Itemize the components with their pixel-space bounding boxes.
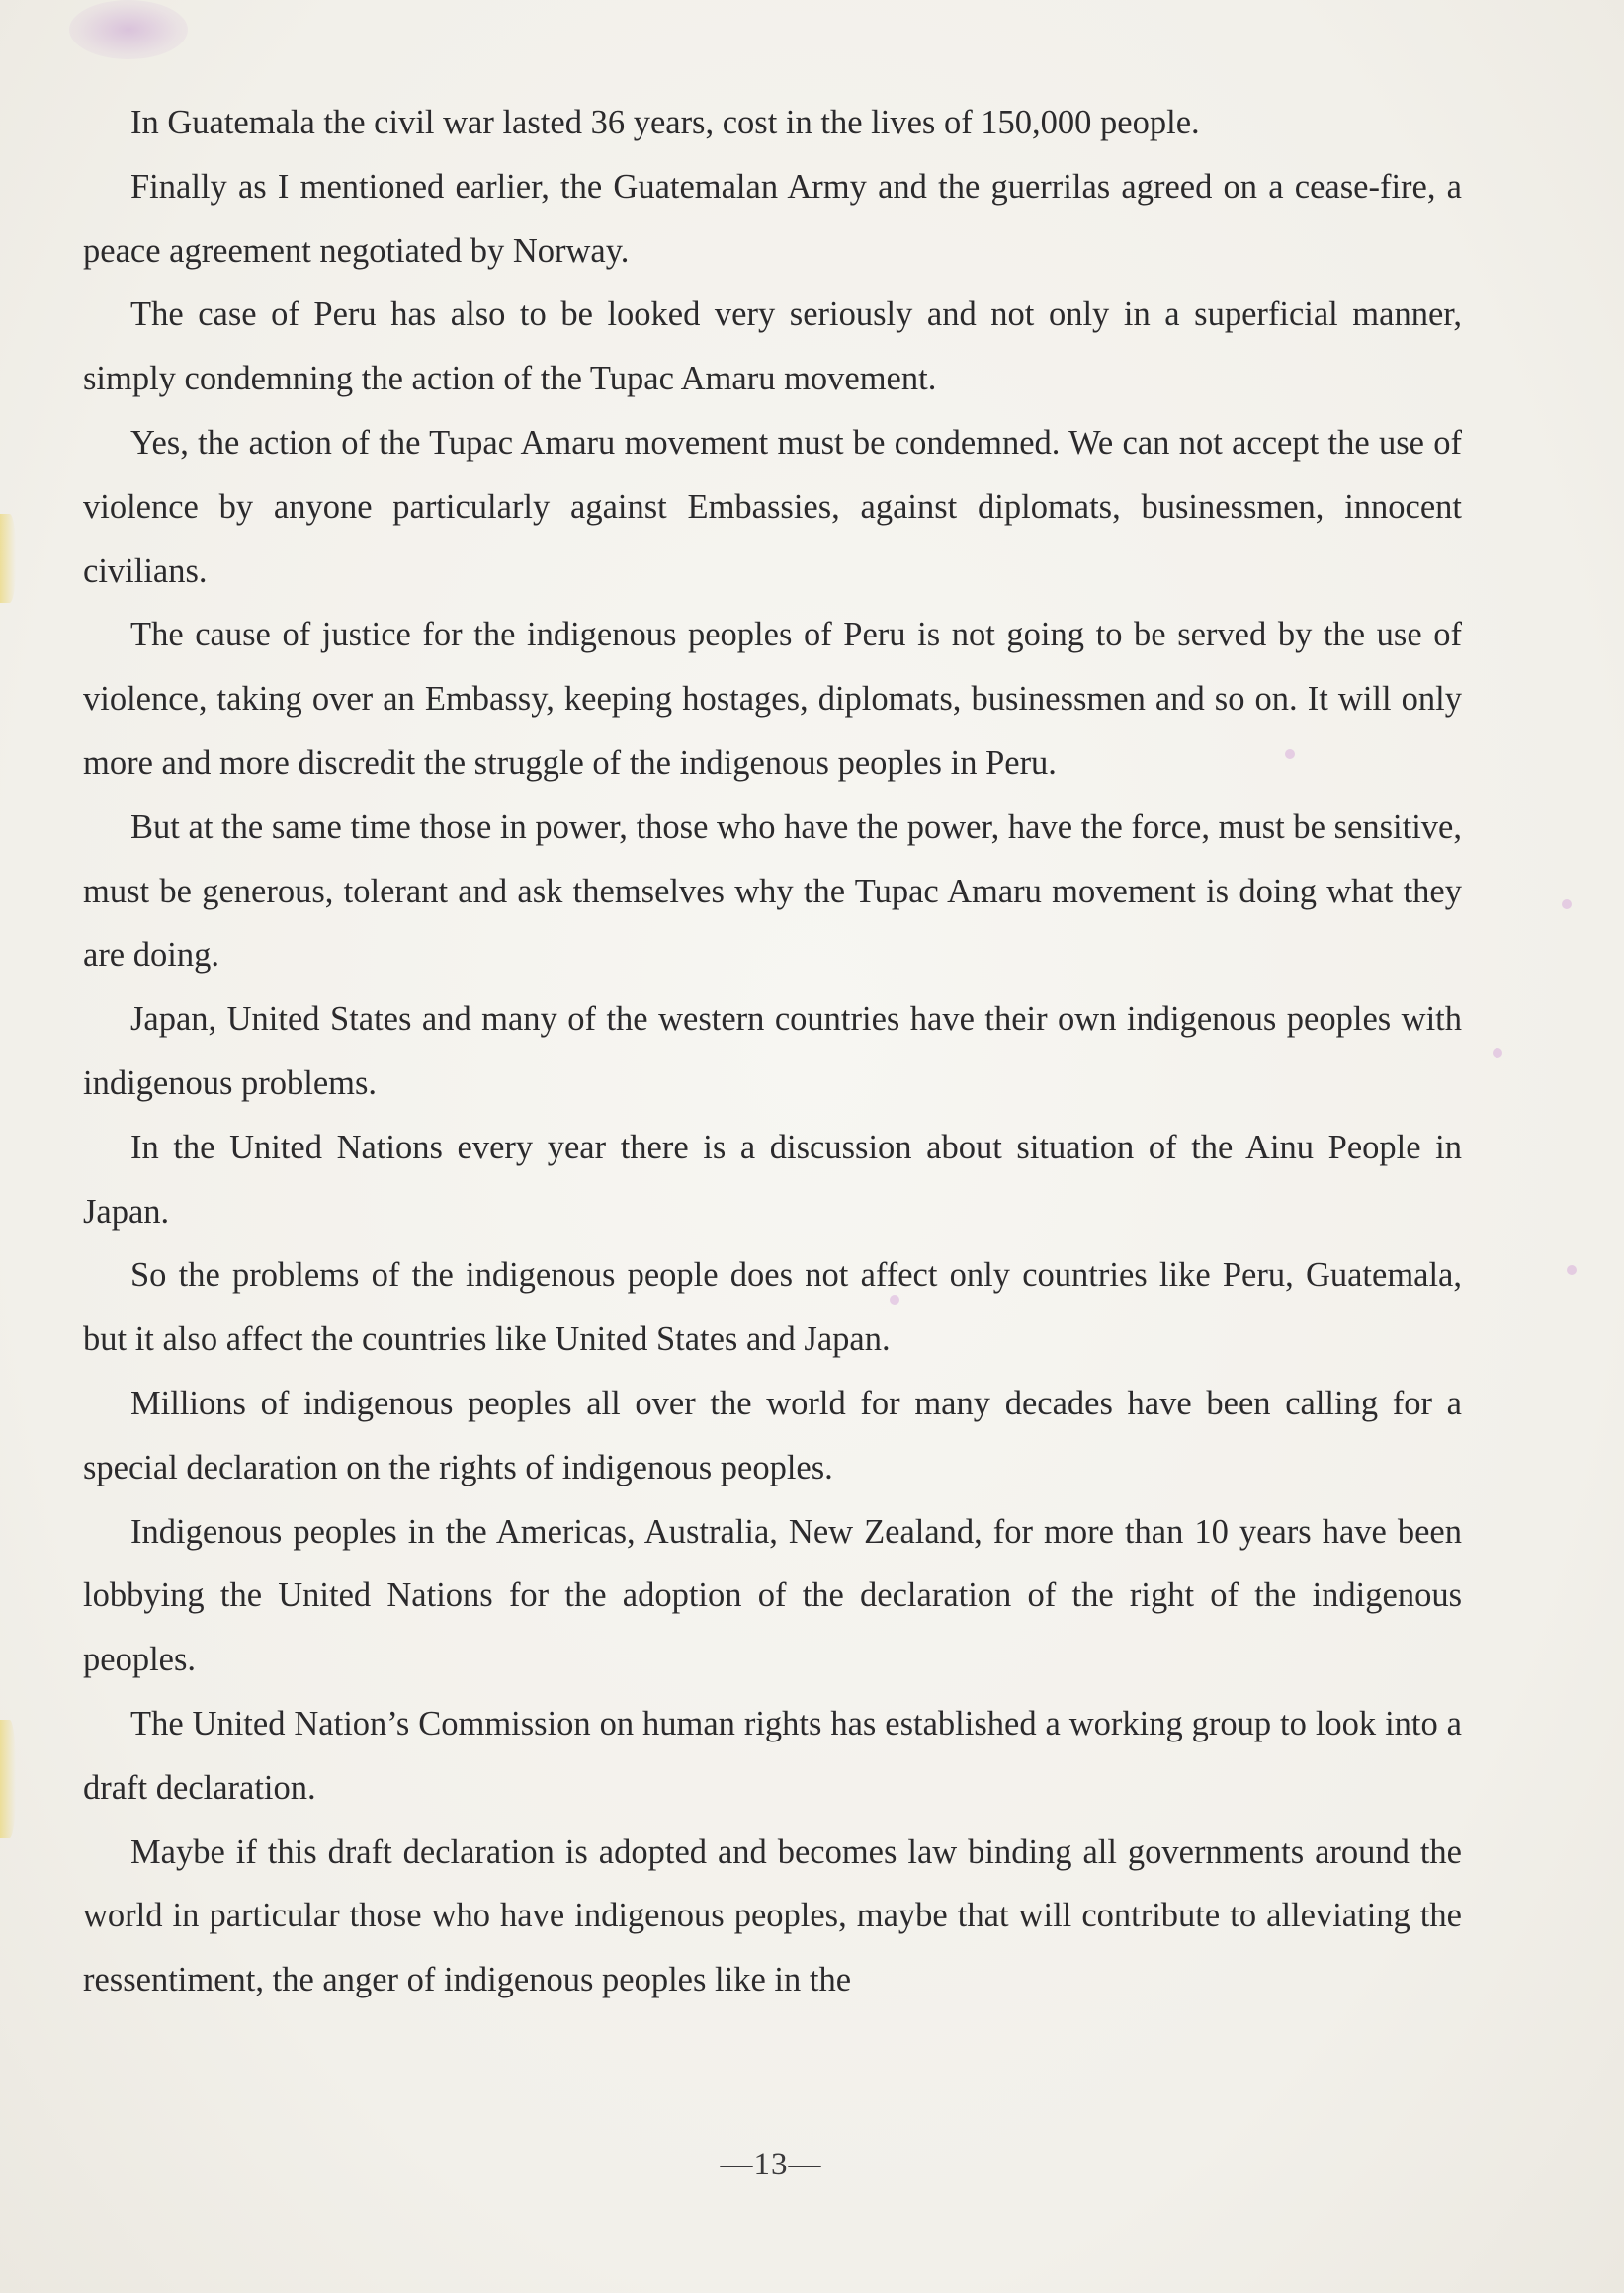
paragraph: Millions of indigenous peoples all over the world for many decades have been calling for a special declaration on the rights of indigenous peoples. bbox=[83, 1384, 1462, 1486]
ink-speck bbox=[1567, 1265, 1577, 1275]
paragraph: Yes, the action of the Tupac Amaru movement must be condemned. We can not accept the use of violence by anyone particularly against Embassies, against diplomats, businessmen, innocent civilians. bbox=[83, 423, 1462, 590]
ink-stain bbox=[69, 0, 188, 59]
paragraph: So the problems of the indigenous people does not affect only countries like Peru, Guatemala, but it also affect the countries like United States and Japan. bbox=[83, 1256, 1462, 1359]
paragraph: Japan, United States and many of the western countries have their own indigenous peoples with indigenous problems. bbox=[83, 1000, 1462, 1102]
ink-speck bbox=[1493, 1048, 1502, 1058]
paragraph: But at the same time those in power, those who have the power, have the force, must be sensitive, must be generous, tolerant and ask themselves why the Tupac Amaru movement is doing what they are doing. bbox=[83, 807, 1462, 975]
paragraph: The United Nation’s Commission on human rights has established a working group to look into a draft declaration. bbox=[83, 1704, 1462, 1807]
paragraph: Finally as I mentioned earlier, the Guatemalan Army and the guerrilas agreed on a cease-fire, a peace agreement negotiated by Norway. bbox=[83, 167, 1462, 270]
paragraph: In Guatemala the civil war lasted 36 years, cost in the lives of 150,000 people. bbox=[130, 104, 1200, 141]
paragraph: In the United Nations every year there is a discussion about situation of the Ainu People in Japan. bbox=[83, 1128, 1462, 1231]
body-text bbox=[83, 91, 1462, 2012]
paragraph: Maybe if this draft declaration is adopted and becomes law binding all governments around the world in particular those who have indigenous peoples, maybe that will contribute to alleviating the ressentiment, the anger of indigenous peoples like in the bbox=[83, 1832, 1462, 1999]
paragraph: The cause of justice for the indigenous peoples of Peru is not going to be served by the use of violence, taking over an Embassy, keeping hostages, diplomats, businessmen and so on. It will only more and more discredit the struggle of the indigenous peoples in Peru. bbox=[83, 616, 1462, 782]
paragraph: Indigenous peoples in the Americas, Australia, New Zealand, for more than 10 years have been lobbying the United Nations for the adoption of the declaration of the right of the indigenous peoples. bbox=[83, 1512, 1462, 1679]
ink-speck bbox=[1562, 899, 1572, 909]
paper-stain bbox=[0, 1720, 16, 1838]
paper-stain bbox=[0, 514, 16, 603]
paragraph: The case of Peru has also to be looked very seriously and not only in a superficial manner, simply condemning the action of the Tupac Amaru movement. bbox=[83, 296, 1462, 398]
page-number: —13— bbox=[720, 2147, 822, 2182]
